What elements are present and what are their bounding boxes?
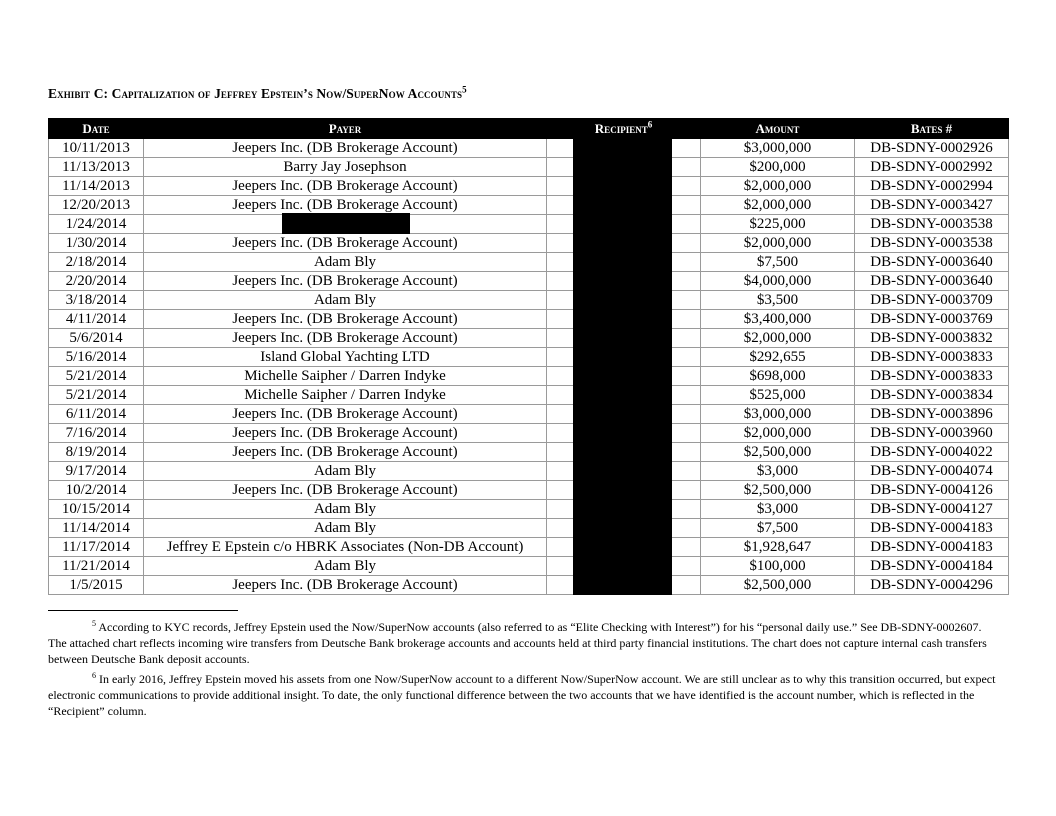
cell-payer: Adam Bly <box>144 291 547 310</box>
table-row <box>49 291 1009 310</box>
cell-date: 4/11/2014 <box>49 310 144 329</box>
cell-date: 8/19/2014 <box>49 443 144 462</box>
cell-payer: Jeffrey E Epstein c/o HBRK Associates (Non-DB Account) <box>144 538 547 557</box>
cell-date: 2/18/2014 <box>49 253 144 272</box>
cell-date: 5/16/2014 <box>49 348 144 367</box>
cell-bates: DB-SDNY-0003896 <box>855 405 1009 424</box>
cell-amount: $2,000,000 <box>701 196 855 215</box>
cell-amount: $2,500,000 <box>701 481 855 500</box>
cell-date: 10/2/2014 <box>49 481 144 500</box>
cell-payer: Jeepers Inc. (DB Brokerage Account) <box>144 576 547 595</box>
table-row <box>49 158 1009 177</box>
cell-bates: DB-SDNY-0004183 <box>855 538 1009 557</box>
cell-payer: Jeepers Inc. (DB Brokerage Account) <box>144 329 547 348</box>
cell-bates: DB-SDNY-0003709 <box>855 291 1009 310</box>
cell-payer: Michelle Saipher / Darren Indyke <box>144 367 547 386</box>
payer-redaction <box>282 213 410 234</box>
header-payer: Payer <box>144 119 547 139</box>
header-amount: Amount <box>701 119 855 139</box>
cell-date: 5/21/2014 <box>49 367 144 386</box>
cell-date: 7/16/2014 <box>49 424 144 443</box>
exhibit-title <box>48 86 467 102</box>
cell-bates: DB-SDNY-0004127 <box>855 500 1009 519</box>
cell-bates: DB-SDNY-0004296 <box>855 576 1009 595</box>
table-row <box>49 253 1009 272</box>
cell-date: 5/6/2014 <box>49 329 144 348</box>
cell-amount: $3,000,000 <box>701 405 855 424</box>
cell-date: 3/18/2014 <box>49 291 144 310</box>
cell-bates: DB-SDNY-0004126 <box>855 481 1009 500</box>
cell-payer: Jeepers Inc. (DB Brokerage Account) <box>144 405 547 424</box>
cell-amount: $698,000 <box>701 367 855 386</box>
cell-date: 9/17/2014 <box>49 462 144 481</box>
table-row <box>49 576 1009 595</box>
cell-amount: $3,000 <box>701 500 855 519</box>
title-footnote-ref: 5 <box>462 84 467 95</box>
cell-payer: Adam Bly <box>144 253 547 272</box>
footnote-5: $^5$ According to KYC records, Jeffrey Epstein used the Now/SuperNow accounts (also referred to as “Elite Checking with Interest”) for his “personal daily use.” See DB-SDNY-0002607. The attached chart reflects incoming wire transfers from Deutsche Bank brokerage accounts and accounts held at third party financial institutions. The chart does not capture internal cash transfers between Deutsche Bank deposit accounts. <box>48 619 987 666</box>
cell-date: 6/11/2014 <box>49 405 144 424</box>
cell-amount: $2,000,000 <box>701 234 855 253</box>
cell-bates: DB-SDNY-0004183 <box>855 519 1009 538</box>
cell-date: 10/11/2013 <box>49 139 144 158</box>
cell-payer: Jeepers Inc. (DB Brokerage Account) <box>144 443 547 462</box>
table-row <box>49 215 1009 234</box>
cell-amount: $292,655 <box>701 348 855 367</box>
cell-payer: Jeepers Inc. (DB Brokerage Account) <box>144 196 547 215</box>
cell-bates: DB-SDNY-0003640 <box>855 253 1009 272</box>
cell-bates: DB-SDNY-0003834 <box>855 386 1009 405</box>
cell-amount: $3,000,000 <box>701 139 855 158</box>
table-row <box>49 196 1009 215</box>
cell-amount: $2,000,000 <box>701 329 855 348</box>
cell-amount: $2,500,000 <box>701 443 855 462</box>
cell-amount: $3,500 <box>701 291 855 310</box>
cell-amount: $1,928,647 <box>701 538 855 557</box>
table-row <box>49 177 1009 196</box>
cell-bates: DB-SDNY-0003427 <box>855 196 1009 215</box>
cell-date: 1/30/2014 <box>49 234 144 253</box>
header-recipient: Recipient$^6$ <box>547 119 701 139</box>
cell-amount: $3,000 <box>701 462 855 481</box>
cell-payer: Adam Bly <box>144 519 547 538</box>
cell-bates: DB-SDNY-0002992 <box>855 158 1009 177</box>
exhibit-title-text: Exhibit C: Capitalization of Jeffrey Epstein’s Now/SuperNow Accounts <box>48 86 463 101</box>
cell-amount: $2,000,000 <box>701 177 855 196</box>
cell-date: 11/21/2014 <box>49 557 144 576</box>
cell-amount: $2,500,000 <box>701 576 855 595</box>
cell-date: 1/24/2014 <box>49 215 144 234</box>
cell-date: 11/14/2013 <box>49 177 144 196</box>
cell-payer: Adam Bly <box>144 500 547 519</box>
table-row <box>49 386 1009 405</box>
cell-bates: DB-SDNY-0003640 <box>855 272 1009 291</box>
footnotes <box>48 619 1000 723</box>
cell-payer: Jeepers Inc. (DB Brokerage Account) <box>144 177 547 196</box>
cell-bates: DB-SDNY-0003538 <box>855 215 1009 234</box>
cell-date: 11/17/2014 <box>49 538 144 557</box>
cell-amount: $100,000 <box>701 557 855 576</box>
header-date: Date <box>49 119 144 139</box>
cell-payer: Jeepers Inc. (DB Brokerage Account) <box>144 481 547 500</box>
cell-payer: Adam Bly <box>144 557 547 576</box>
cell-payer: Jeepers Inc. (DB Brokerage Account) <box>144 424 547 443</box>
table-row <box>49 272 1009 291</box>
cell-bates: DB-SDNY-0003769 <box>855 310 1009 329</box>
table-row <box>49 367 1009 386</box>
cell-payer: Jeepers Inc. (DB Brokerage Account) <box>144 310 547 329</box>
cell-payer: Michelle Saipher / Darren Indyke <box>144 386 547 405</box>
table-row <box>49 443 1009 462</box>
cell-bates: DB-SDNY-0004184 <box>855 557 1009 576</box>
cell-payer: Barry Jay Josephson <box>144 158 547 177</box>
cell-bates: DB-SDNY-0003538 <box>855 234 1009 253</box>
capitalization-table <box>48 118 1009 595</box>
cell-bates: DB-SDNY-0004022 <box>855 443 1009 462</box>
cell-bates: DB-SDNY-0003833 <box>855 348 1009 367</box>
cell-date: 12/20/2013 <box>49 196 144 215</box>
cell-amount: $3,400,000 <box>701 310 855 329</box>
table-row <box>49 348 1009 367</box>
footnote-6: $^6$ In early 2016, Jeffrey Epstein moved his assets from one Now/SuperNow account to a different Now/SuperNow account. We are still unclear as to why this transition occurred, but expect electronic communications to provide additional insight. To date, the only functional difference between the two accounts that we have identified is the account number, which is reflected in the “Recipient” column. <box>48 671 996 718</box>
table-row <box>49 557 1009 576</box>
cell-date: 11/14/2014 <box>49 519 144 538</box>
cell-bates: DB-SDNY-0002926 <box>855 139 1009 158</box>
cell-bates: DB-SDNY-0002994 <box>855 177 1009 196</box>
table-row <box>49 538 1009 557</box>
cell-amount: $7,500 <box>701 519 855 538</box>
table-row <box>49 310 1009 329</box>
recipient-redaction <box>573 139 672 595</box>
cell-amount: $525,000 <box>701 386 855 405</box>
cell-payer: Adam Bly <box>144 462 547 481</box>
cell-amount: $2,000,000 <box>701 424 855 443</box>
table-row <box>49 139 1009 158</box>
cell-bates: DB-SDNY-0003960 <box>855 424 1009 443</box>
cell-payer: Jeepers Inc. (DB Brokerage Account) <box>144 234 547 253</box>
cell-bates: DB-SDNY-0003832 <box>855 329 1009 348</box>
cell-amount: $200,000 <box>701 158 855 177</box>
cell-payer: Jeepers Inc. (DB Brokerage Account) <box>144 272 547 291</box>
cell-amount: $7,500 <box>701 253 855 272</box>
table-row <box>49 462 1009 481</box>
cell-bates: DB-SDNY-0004074 <box>855 462 1009 481</box>
cell-date: 1/5/2015 <box>49 576 144 595</box>
table-row <box>49 481 1009 500</box>
cell-bates: DB-SDNY-0003833 <box>855 367 1009 386</box>
header-bates: Bates # <box>855 119 1009 139</box>
cell-date: 5/21/2014 <box>49 386 144 405</box>
table-row <box>49 234 1009 253</box>
cell-date: 11/13/2013 <box>49 158 144 177</box>
cell-payer: Jeepers Inc. (DB Brokerage Account) <box>144 139 547 158</box>
table-row <box>49 519 1009 538</box>
table-row <box>49 405 1009 424</box>
table-row <box>49 329 1009 348</box>
table-row <box>49 424 1009 443</box>
table-header-row <box>49 119 1009 139</box>
cell-payer: Island Global Yachting LTD <box>144 348 547 367</box>
cell-amount: $4,000,000 <box>701 272 855 291</box>
table-row <box>49 500 1009 519</box>
cell-amount: $225,000 <box>701 215 855 234</box>
footnote-divider <box>48 610 238 611</box>
cell-date: 10/15/2014 <box>49 500 144 519</box>
cell-date: 2/20/2014 <box>49 272 144 291</box>
